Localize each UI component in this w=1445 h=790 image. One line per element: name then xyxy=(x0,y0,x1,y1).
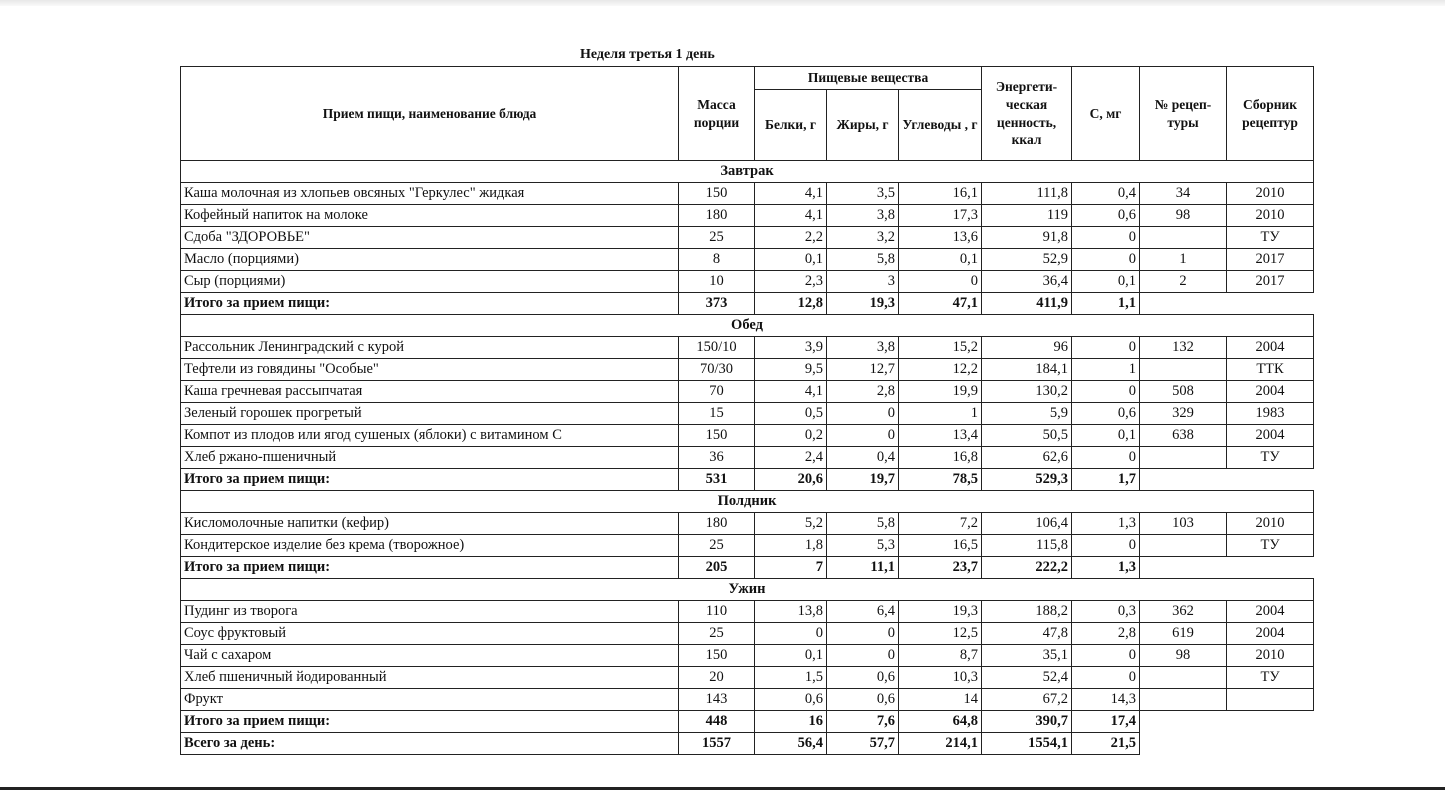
mass-cell: 36 xyxy=(679,447,755,469)
dish-name-cell: Сыр (порциями) xyxy=(181,271,679,293)
carbs-cell: 13,4 xyxy=(899,425,982,447)
collection-cell: 2004 xyxy=(1227,381,1314,403)
energy-cell: 91,8 xyxy=(982,227,1072,249)
subtotal-vitc-cell: 1,3 xyxy=(1072,557,1140,579)
grand-total-fat-cell: 57,7 xyxy=(827,733,899,755)
vitc-cell: 2,8 xyxy=(1072,623,1140,645)
vitc-cell: 1,3 xyxy=(1072,513,1140,535)
subtotal-mass-cell: 448 xyxy=(679,711,755,733)
subtotal-row xyxy=(181,711,1314,733)
header-protein: Белки, г xyxy=(755,90,827,161)
dish-name-cell: Хлеб ржано-пшеничный xyxy=(181,447,679,469)
subtotal-fat-cell: 19,7 xyxy=(827,469,899,491)
carbs-cell: 16,1 xyxy=(899,183,982,205)
subtotal-row xyxy=(181,469,1314,491)
recipe-cell: 638 xyxy=(1140,425,1227,447)
fat-cell: 3,5 xyxy=(827,183,899,205)
carbs-cell: 19,9 xyxy=(899,381,982,403)
protein-cell: 0,2 xyxy=(755,425,827,447)
fat-cell: 3 xyxy=(827,271,899,293)
mass-cell: 150 xyxy=(679,425,755,447)
fat-cell: 3,8 xyxy=(827,205,899,227)
subtotal-row xyxy=(181,557,1314,579)
table-row xyxy=(181,667,1314,689)
subtotal-blank-cell xyxy=(1140,293,1314,315)
subtotal-carbs-cell: 78,5 xyxy=(899,469,982,491)
dish-name-cell: Зеленый горошек прогретый xyxy=(181,403,679,425)
protein-cell: 3,9 xyxy=(755,337,827,359)
dish-name-cell: Пудинг из творога xyxy=(181,601,679,623)
subtotal-energy-cell: 222,2 xyxy=(982,557,1072,579)
table-row xyxy=(181,183,1314,205)
subtotal-blank-cell xyxy=(1140,711,1314,733)
fat-cell: 5,8 xyxy=(827,249,899,271)
subtotal-energy-cell: 411,9 xyxy=(982,293,1072,315)
page-title: Неделя третья 1 день xyxy=(580,47,715,62)
table-row xyxy=(181,359,1314,381)
protein-cell: 9,5 xyxy=(755,359,827,381)
dish-name-cell: Кисломолочные напитки (кефир) xyxy=(181,513,679,535)
dish-name-cell: Кондитерское изделие без крема (творожное) xyxy=(181,535,679,557)
vitc-cell: 0 xyxy=(1072,645,1140,667)
subtotal-energy-cell: 390,7 xyxy=(982,711,1072,733)
grand-total-carbs-cell: 214,1 xyxy=(899,733,982,755)
recipe-cell xyxy=(1140,447,1227,469)
protein-cell: 2,2 xyxy=(755,227,827,249)
collection-cell: 2017 xyxy=(1227,271,1314,293)
subtotal-fat-cell: 19,3 xyxy=(827,293,899,315)
protein-cell: 2,3 xyxy=(755,271,827,293)
table-row xyxy=(181,447,1314,469)
subtotal-row xyxy=(181,293,1314,315)
grand-total-label: Всего за день: xyxy=(181,733,679,755)
subtotal-vitc-cell: 17,4 xyxy=(1072,711,1140,733)
carbs-cell: 10,3 xyxy=(899,667,982,689)
carbs-cell: 1 xyxy=(899,403,982,425)
table-row xyxy=(181,249,1314,271)
recipe-cell: 2 xyxy=(1140,271,1227,293)
mass-cell: 70 xyxy=(679,381,755,403)
carbs-cell: 13,6 xyxy=(899,227,982,249)
vitc-cell: 0 xyxy=(1072,667,1140,689)
fat-cell: 5,8 xyxy=(827,513,899,535)
dish-name-cell: Фрукт xyxy=(181,689,679,711)
collection-cell: 2004 xyxy=(1227,601,1314,623)
subtotal-protein-cell: 12,8 xyxy=(755,293,827,315)
collection-cell: 2010 xyxy=(1227,513,1314,535)
subtotal-carbs-cell: 47,1 xyxy=(899,293,982,315)
energy-cell: 184,1 xyxy=(982,359,1072,381)
header-collection: Сборник рецептур xyxy=(1227,67,1314,161)
subtotal-blank-cell xyxy=(1140,469,1314,491)
protein-cell: 2,4 xyxy=(755,447,827,469)
dish-name-cell: Рассольник Ленинградский с курой xyxy=(181,337,679,359)
table-row xyxy=(181,513,1314,535)
energy-cell: 36,4 xyxy=(982,271,1072,293)
fat-cell: 0 xyxy=(827,425,899,447)
recipe-cell xyxy=(1140,359,1227,381)
carbs-cell: 7,2 xyxy=(899,513,982,535)
collection-cell: 2004 xyxy=(1227,623,1314,645)
collection-cell xyxy=(1227,689,1314,711)
vitc-cell: 0,1 xyxy=(1072,425,1140,447)
carbs-cell: 12,5 xyxy=(899,623,982,645)
subtotal-label: Итого за прием пищи: xyxy=(181,293,679,315)
collection-cell: 2004 xyxy=(1227,425,1314,447)
section-header-row xyxy=(181,491,1314,513)
header-fat: Жиры, г xyxy=(827,90,899,161)
protein-cell: 13,8 xyxy=(755,601,827,623)
fat-cell: 0,6 xyxy=(827,667,899,689)
table-row xyxy=(181,425,1314,447)
energy-cell: 96 xyxy=(982,337,1072,359)
fat-cell: 2,8 xyxy=(827,381,899,403)
energy-cell: 5,9 xyxy=(982,403,1072,425)
section-header-row xyxy=(181,315,1314,337)
table-row xyxy=(181,271,1314,293)
fat-cell: 0 xyxy=(827,645,899,667)
vitc-cell: 0,6 xyxy=(1072,403,1140,425)
grand-total-protein-cell: 56,4 xyxy=(755,733,827,755)
mass-cell: 25 xyxy=(679,227,755,249)
subtotal-label: Итого за прием пищи: xyxy=(181,711,679,733)
recipe-cell xyxy=(1140,535,1227,557)
energy-cell: 52,9 xyxy=(982,249,1072,271)
recipe-cell: 329 xyxy=(1140,403,1227,425)
section-title: Обед xyxy=(181,315,1314,337)
subtotal-protein-cell: 16 xyxy=(755,711,827,733)
table-row xyxy=(181,205,1314,227)
vitc-cell: 0,4 xyxy=(1072,183,1140,205)
grand-total-energy-cell: 1554,1 xyxy=(982,733,1072,755)
table-row xyxy=(181,601,1314,623)
mass-cell: 150 xyxy=(679,645,755,667)
vitc-cell: 0,1 xyxy=(1072,271,1140,293)
fat-cell: 0 xyxy=(827,623,899,645)
energy-cell: 130,2 xyxy=(982,381,1072,403)
dish-name-cell: Компот из плодов или ягод сушеных (яблоки) с витамином С xyxy=(181,425,679,447)
protein-cell: 1,5 xyxy=(755,667,827,689)
vitc-cell: 0 xyxy=(1072,447,1140,469)
mass-cell: 180 xyxy=(679,205,755,227)
fat-cell: 6,4 xyxy=(827,601,899,623)
mass-cell: 150/10 xyxy=(679,337,755,359)
recipe-cell xyxy=(1140,689,1227,711)
fat-cell: 0,4 xyxy=(827,447,899,469)
subtotal-mass-cell: 531 xyxy=(679,469,755,491)
scan-edge-top xyxy=(0,0,1445,6)
energy-cell: 35,1 xyxy=(982,645,1072,667)
vitc-cell: 14,3 xyxy=(1072,689,1140,711)
collection-cell: ТУ xyxy=(1227,667,1314,689)
recipe-cell: 619 xyxy=(1140,623,1227,645)
header-energy: Энергети- ческая ценность, ккал xyxy=(982,67,1072,161)
vitc-cell: 0 xyxy=(1072,381,1140,403)
header-mass: Масса порции xyxy=(679,67,755,161)
table-row xyxy=(181,403,1314,425)
grand-total-mass-cell: 1557 xyxy=(679,733,755,755)
section-title: Завтрак xyxy=(181,161,1314,183)
dish-name-cell: Каша гречневая рассыпчатая xyxy=(181,381,679,403)
energy-cell: 62,6 xyxy=(982,447,1072,469)
table-row xyxy=(181,645,1314,667)
table-row xyxy=(181,381,1314,403)
mass-cell: 20 xyxy=(679,667,755,689)
carbs-cell: 0,1 xyxy=(899,249,982,271)
header-dish: Прием пищи, наименование блюда xyxy=(181,67,679,161)
fat-cell: 5,3 xyxy=(827,535,899,557)
mass-cell: 70/30 xyxy=(679,359,755,381)
table-row xyxy=(181,535,1314,557)
energy-cell: 119 xyxy=(982,205,1072,227)
subtotal-energy-cell: 529,3 xyxy=(982,469,1072,491)
section-title: Полдник xyxy=(181,491,1314,513)
table-row xyxy=(181,227,1314,249)
section-title: Ужин xyxy=(181,579,1314,601)
fat-cell: 0,6 xyxy=(827,689,899,711)
collection-cell: 2010 xyxy=(1227,645,1314,667)
vitc-cell: 0 xyxy=(1072,227,1140,249)
dish-name-cell: Хлеб пшеничный йодированный xyxy=(181,667,679,689)
subtotal-mass-cell: 373 xyxy=(679,293,755,315)
header-vitc: С, мг xyxy=(1072,67,1140,161)
vitc-cell: 0 xyxy=(1072,337,1140,359)
subtotal-label: Итого за прием пищи: xyxy=(181,557,679,579)
dish-name-cell: Каша молочная из хлопьев овсяных "Геркулес" жидкая xyxy=(181,183,679,205)
subtotal-protein-cell: 20,6 xyxy=(755,469,827,491)
grand-total-blank-cell xyxy=(1140,733,1314,755)
collection-cell: 1983 xyxy=(1227,403,1314,425)
carbs-cell: 12,2 xyxy=(899,359,982,381)
dish-name-cell: Чай с сахаром xyxy=(181,645,679,667)
table-row xyxy=(181,689,1314,711)
collection-cell: ТТК xyxy=(1227,359,1314,381)
subtotal-fat-cell: 7,6 xyxy=(827,711,899,733)
mass-cell: 10 xyxy=(679,271,755,293)
protein-cell: 4,1 xyxy=(755,183,827,205)
fat-cell: 3,2 xyxy=(827,227,899,249)
carbs-cell: 17,3 xyxy=(899,205,982,227)
recipe-cell: 362 xyxy=(1140,601,1227,623)
protein-cell: 4,1 xyxy=(755,205,827,227)
carbs-cell: 19,3 xyxy=(899,601,982,623)
energy-cell: 188,2 xyxy=(982,601,1072,623)
grand-total-vitc-cell: 21,5 xyxy=(1072,733,1140,755)
energy-cell: 47,8 xyxy=(982,623,1072,645)
energy-cell: 50,5 xyxy=(982,425,1072,447)
dish-name-cell: Соус фруктовый xyxy=(181,623,679,645)
protein-cell: 0,6 xyxy=(755,689,827,711)
recipe-cell: 103 xyxy=(1140,513,1227,535)
fat-cell: 0 xyxy=(827,403,899,425)
mass-cell: 150 xyxy=(679,183,755,205)
header-recipe: № рецеп- туры xyxy=(1140,67,1227,161)
carbs-cell: 14 xyxy=(899,689,982,711)
fat-cell: 3,8 xyxy=(827,337,899,359)
mass-cell: 180 xyxy=(679,513,755,535)
energy-cell: 52,4 xyxy=(982,667,1072,689)
mass-cell: 25 xyxy=(679,535,755,557)
table-row xyxy=(181,623,1314,645)
protein-cell: 0 xyxy=(755,623,827,645)
subtotal-label: Итого за прием пищи: xyxy=(181,469,679,491)
carbs-cell: 8,7 xyxy=(899,645,982,667)
collection-cell: ТУ xyxy=(1227,535,1314,557)
collection-cell: 2010 xyxy=(1227,183,1314,205)
subtotal-vitc-cell: 1,7 xyxy=(1072,469,1140,491)
mass-cell: 15 xyxy=(679,403,755,425)
mass-cell: 110 xyxy=(679,601,755,623)
vitc-cell: 0 xyxy=(1072,249,1140,271)
section-header-row xyxy=(181,579,1314,601)
subtotal-blank-cell xyxy=(1140,557,1314,579)
collection-cell: ТУ xyxy=(1227,447,1314,469)
protein-cell: 0,5 xyxy=(755,403,827,425)
mass-cell: 25 xyxy=(679,623,755,645)
protein-cell: 5,2 xyxy=(755,513,827,535)
collection-cell: 2017 xyxy=(1227,249,1314,271)
menu-table xyxy=(180,66,1314,755)
protein-cell: 0,1 xyxy=(755,645,827,667)
recipe-cell: 34 xyxy=(1140,183,1227,205)
recipe-cell xyxy=(1140,227,1227,249)
recipe-cell: 1 xyxy=(1140,249,1227,271)
subtotal-mass-cell: 205 xyxy=(679,557,755,579)
collection-cell: 2010 xyxy=(1227,205,1314,227)
carbs-cell: 0 xyxy=(899,271,982,293)
table-row xyxy=(181,337,1314,359)
collection-cell: ТУ xyxy=(1227,227,1314,249)
fat-cell: 12,7 xyxy=(827,359,899,381)
recipe-cell: 98 xyxy=(1140,645,1227,667)
vitc-cell: 0,6 xyxy=(1072,205,1140,227)
subtotal-protein-cell: 7 xyxy=(755,557,827,579)
recipe-cell: 98 xyxy=(1140,205,1227,227)
energy-cell: 111,8 xyxy=(982,183,1072,205)
protein-cell: 0,1 xyxy=(755,249,827,271)
recipe-cell: 508 xyxy=(1140,381,1227,403)
energy-cell: 106,4 xyxy=(982,513,1072,535)
mass-cell: 143 xyxy=(679,689,755,711)
section-header-row xyxy=(181,161,1314,183)
vitc-cell: 1 xyxy=(1072,359,1140,381)
vitc-cell: 0,3 xyxy=(1072,601,1140,623)
table-body xyxy=(181,161,1314,755)
dish-name-cell: Масло (порциями) xyxy=(181,249,679,271)
vitc-cell: 0 xyxy=(1072,535,1140,557)
carbs-cell: 16,8 xyxy=(899,447,982,469)
recipe-cell: 132 xyxy=(1140,337,1227,359)
energy-cell: 67,2 xyxy=(982,689,1072,711)
carbs-cell: 15,2 xyxy=(899,337,982,359)
carbs-cell: 16,5 xyxy=(899,535,982,557)
subtotal-carbs-cell: 23,7 xyxy=(899,557,982,579)
protein-cell: 4,1 xyxy=(755,381,827,403)
header-carbs: Углеводы , г xyxy=(899,90,982,161)
dish-name-cell: Кофейный напиток на молоке xyxy=(181,205,679,227)
grand-total-row xyxy=(181,733,1314,755)
subtotal-fat-cell: 11,1 xyxy=(827,557,899,579)
protein-cell: 1,8 xyxy=(755,535,827,557)
mass-cell: 8 xyxy=(679,249,755,271)
collection-cell: 2004 xyxy=(1227,337,1314,359)
dish-name-cell: Сдоба "ЗДОРОВЬЕ" xyxy=(181,227,679,249)
subtotal-vitc-cell: 1,1 xyxy=(1072,293,1140,315)
subtotal-carbs-cell: 64,8 xyxy=(899,711,982,733)
recipe-cell xyxy=(1140,667,1227,689)
dish-name-cell: Тефтели из говядины "Особые" xyxy=(181,359,679,381)
energy-cell: 115,8 xyxy=(982,535,1072,557)
header-nutrients: Пищевые вещества xyxy=(755,67,982,90)
